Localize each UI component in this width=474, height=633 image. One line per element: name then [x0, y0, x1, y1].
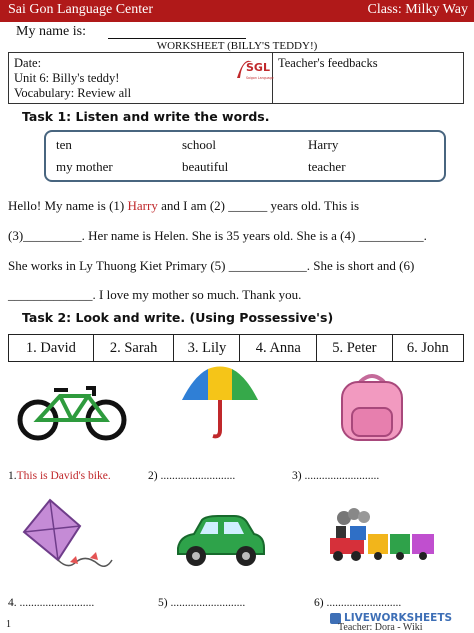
word-bank-item: teacher: [308, 159, 346, 174]
word-bank-item: school: [182, 137, 216, 152]
teacher-credit: Teacher: Dora - Wiki: [338, 622, 423, 633]
name-label: My name is:: [16, 24, 86, 39]
train-icon: [326, 508, 438, 569]
name-cell: 6. John: [392, 335, 463, 362]
teacher-feedback-label: Teacher's feedbacks: [278, 56, 378, 70]
name-input-line[interactable]: [108, 38, 246, 39]
bike-icon: [16, 378, 128, 447]
answer-4[interactable]: 4. ..........................: [8, 597, 95, 609]
unit-label: Unit 6: Billy's teddy!: [14, 71, 120, 85]
header-bar: [0, 0, 474, 22]
class-label: Class: Milky Way: [367, 2, 468, 17]
passage-line-2: (3)_________. Her name is Helen. She is 35 years old. She is a (4) __________.: [8, 228, 427, 243]
answer-6[interactable]: 6) ..........................: [314, 597, 402, 609]
task2-title: Task 2: Look and write. (Using Possessive's): [22, 310, 334, 325]
word-bank-item: ten: [56, 137, 72, 152]
logo-text: SGL: [246, 61, 270, 74]
car-icon: [172, 514, 268, 575]
kite-icon: [16, 496, 116, 587]
answer-3[interactable]: 3) ..........................: [292, 470, 380, 482]
page-number: 1: [6, 619, 11, 630]
name-cell: 4. Anna: [240, 335, 317, 362]
center-name: Sai Gon Language Center: [8, 2, 154, 17]
answer-5[interactable]: 5) ..........................: [158, 597, 246, 609]
logo-subtext: Saigon Language: [246, 76, 274, 80]
vocabulary-label: Vocabulary: Review all: [14, 86, 132, 100]
word-bank-item: beautiful: [182, 159, 229, 174]
date-label: Date:: [14, 56, 42, 70]
name-cell: 5. Peter: [317, 335, 392, 362]
umbrella-icon: [180, 366, 260, 445]
sgl-logo: [234, 54, 274, 84]
answer-2[interactable]: 2) ..........................: [148, 470, 236, 482]
name-cell: 2. Sarah: [93, 335, 174, 362]
worksheet-title: WORKSHEET (BILLY'S TEDDY!): [156, 40, 318, 52]
name-cell: 1. David: [9, 335, 94, 362]
passage-line-3: She works in Ly Thuong Kiet Primary (5) ____________. She is short and (6): [8, 258, 415, 273]
backpack-icon: [334, 372, 410, 449]
word-bank-item: Harry: [308, 137, 339, 152]
name-cell: 3. Lily: [174, 335, 240, 362]
names-table: [8, 334, 464, 362]
passage-line-1: Hello! My name is (1) Harry and I am (2) ______ years old. This is: [8, 198, 360, 213]
answer-harry[interactable]: Harry: [127, 198, 158, 213]
answer-1: 1.This is David's bike.: [8, 470, 111, 482]
word-bank-item: my mother: [56, 159, 113, 174]
task1-title: Task 1: Listen and write the words.: [22, 109, 270, 124]
passage-line-4: _____________. I love my mother so much. Thank you.: [8, 287, 302, 302]
watermark-text: LIVEWORKSHEETS: [344, 612, 453, 624]
